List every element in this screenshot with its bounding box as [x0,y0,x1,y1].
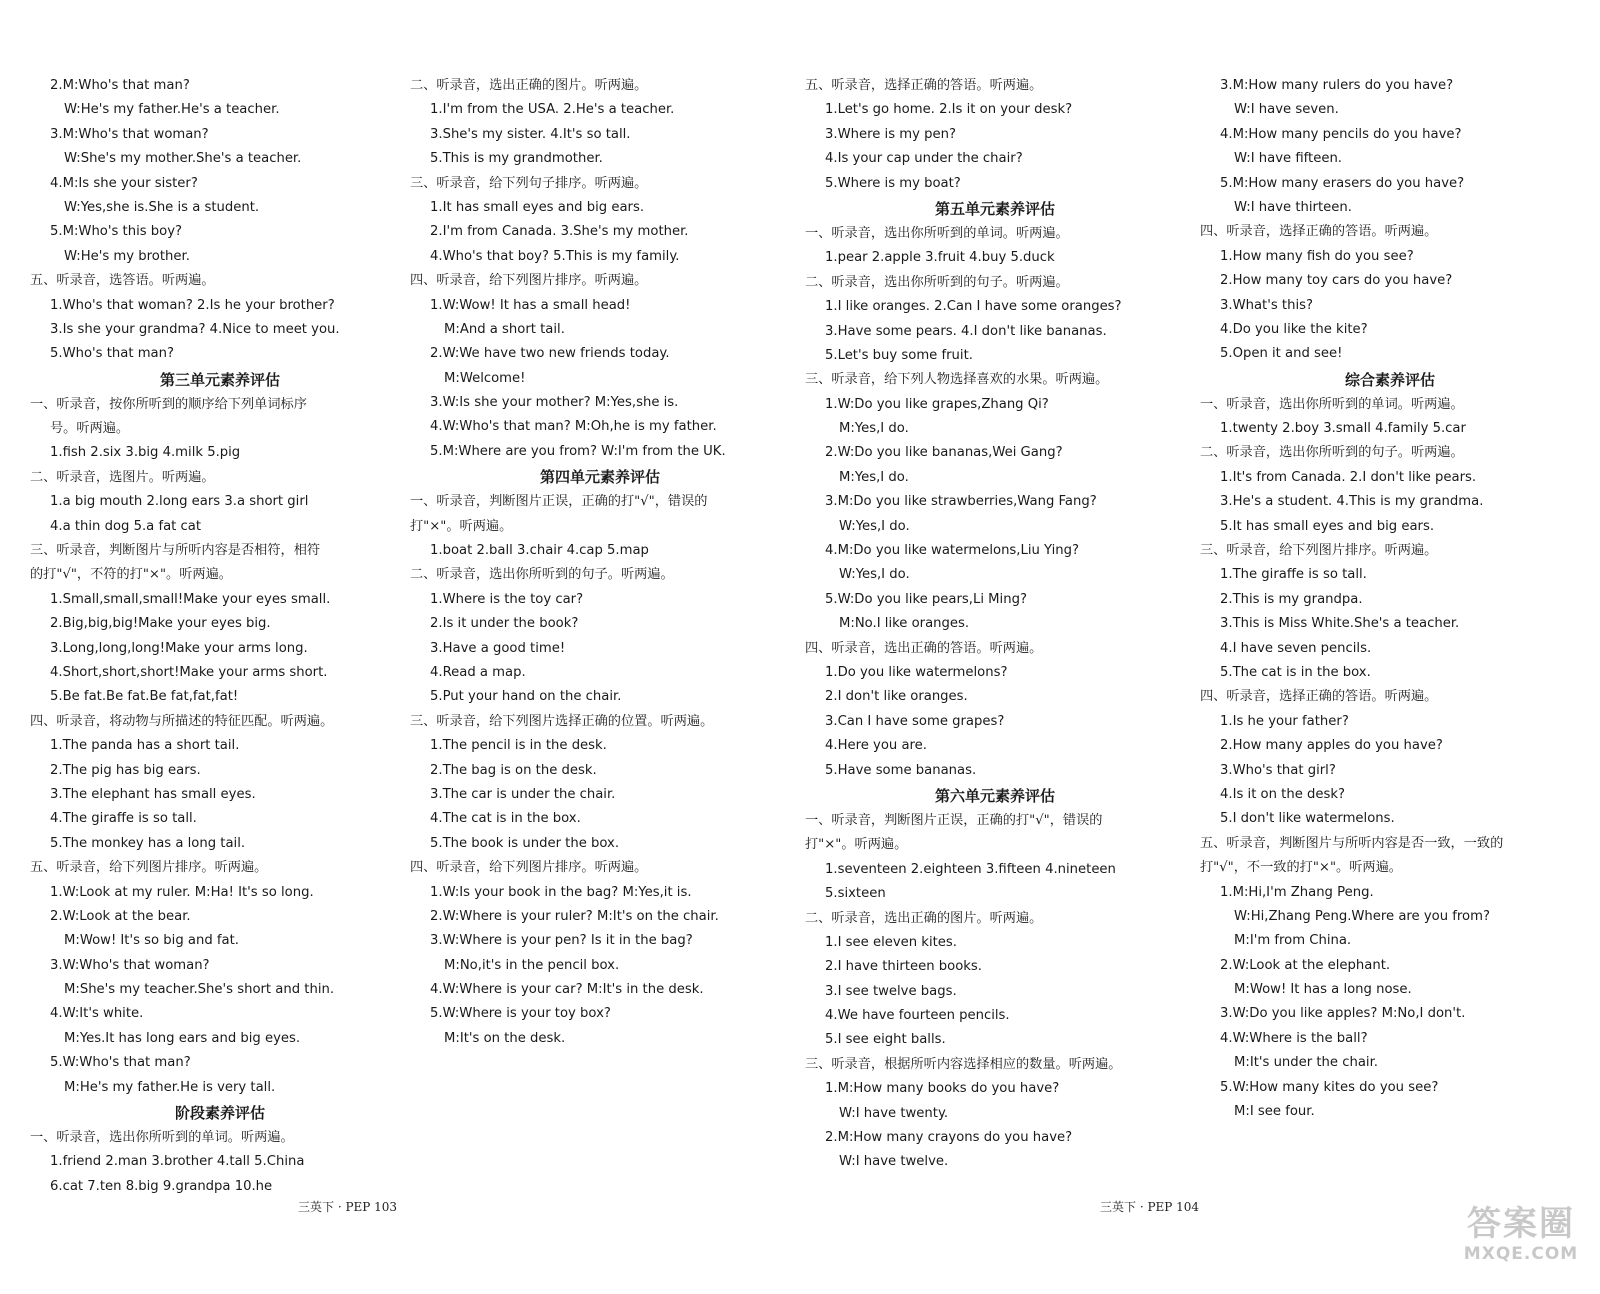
section-heading: 三、听录音，根据所听内容选择相应的数量。听两遍。 [805,1056,1122,1072]
answer-line: 5.The cat is in the box. [1220,664,1371,680]
section-heading: 五、听录音，选答语。听两遍。 [30,273,215,289]
answer-line: M:It's under the chair. [1234,1055,1378,1071]
answer-line: 5.W:Do you like pears,Li Ming? [825,591,1027,607]
answer-line: 1.pear 2.apple 3.fruit 4.buy 5.duck [825,250,1055,266]
answer-line: 5.The book is under the box. [430,835,620,851]
answer-line: 1.M:How many books do you have? [825,1081,1060,1097]
section-heading: 三、听录音，给下列图片选择正确的位置。听两遍。 [410,713,714,729]
answer-line: 3.M:Do you like strawberries,Wang Fang? [825,494,1097,510]
answer-line: M:Yes,I do. [839,469,909,485]
answer-line: 5.It has small eyes and big ears. [1220,518,1435,534]
answer-line: 4.W:Where is your car? M:It's in the desk. [430,982,704,998]
answer-line: 5.W:Who's that man? [50,1055,191,1071]
answer-line: 5.I don't like watermelons. [1220,811,1395,827]
answer-line: M:Wow! It's so big and fat. [64,933,239,949]
answer-line: W:He's my father.He's a teacher. [64,102,280,118]
answer-line: M:No.I like oranges. [839,616,970,632]
right-page-column-2 [1200,74,1580,1124]
answer-line: 4.Is it on the desk? [1220,786,1346,802]
answer-line: 4.Is your cap under the chair? [825,151,1023,167]
answer-line: M:I'm from China. [1234,933,1352,949]
answer-line: 3.M:How many rulers do you have? [1220,78,1454,93]
answer-line: 2.W:Look at the bear. [50,908,191,924]
section-heading: 二、听录音，选出你所听到的句子。听两遍。 [1200,445,1464,461]
right-page-column-1 [805,74,1185,1175]
answer-line: 5.W:Where is your toy box? [430,1006,611,1022]
answer-line: 2.W:Look at the elephant. [1220,957,1391,973]
section-heading: 四、听录音，给下列图片排序。听两遍。 [410,273,648,289]
answer-line: M:And a short tail. [444,321,565,337]
section-heading: 打"×"。听两遍。 [805,837,908,853]
answer-line: 5.The monkey has a long tail. [50,835,246,851]
answer-line: 4.Here you are. [825,738,927,754]
answer-line: 5.Put your hand on the chair. [430,689,622,705]
answer-line: 1.Let's go home. 2.Is it on your desk? [825,102,1073,118]
answer-line: 3.Can I have some grapes? [825,713,1005,729]
answer-line: 1.The panda has a short tail. [50,738,240,754]
answer-line: 5.Have some bananas. [825,762,977,778]
section-heading: 三、听录音，给下列句子排序。听两遍。 [410,175,648,191]
answer-line: 3.M:Who's that woman? [50,126,209,142]
answer-line: 1.friend 2.man 3.brother 4.tall 5.China [50,1154,305,1170]
answer-line: 1.W:Wow! It has a small head! [430,297,631,313]
answer-line: 3.He's a student. 4.This is my grandma. [1220,494,1484,510]
section-heading: 一、听录音，选出你所听到的单词。听两遍。 [30,1130,294,1146]
section-heading: 一、听录音，选出你所听到的单词。听两遍。 [1200,396,1464,412]
answer-line: W:Yes,I do. [839,518,910,534]
answer-line: 5.Let's buy some fruit. [825,347,973,363]
answer-line: 5.M:Who's this boy? [50,224,183,240]
unit-title: 综合素养评估 [1344,370,1435,389]
answer-line: 2.This is my grandpa. [1220,591,1363,607]
answer-line: 5.Where is my boat? [825,175,961,191]
section-heading: 二、听录音，选出你所听到的句子。听两遍。 [410,567,674,583]
answer-line: M:Welcome! [444,370,526,386]
answer-line: 1.It's from Canada. 2.I don't like pears. [1220,469,1477,485]
answer-line: M:No,it's in the pencil box. [444,957,620,973]
answer-line: M:It's on the desk. [444,1030,566,1046]
answer-line: 4.W:It's white. [50,1006,144,1022]
answer-line: 4.M:Is she your sister? [50,175,198,191]
answer-line: W:I have fifteen. [1234,151,1343,167]
section-heading: 四、听录音，选择正确的答语。听两遍。 [1200,689,1438,705]
answer-line: 2.W:Where is your ruler? M:It's on the chair. [430,908,719,924]
answer-line: 5.W:How many kites do you see? [1220,1079,1439,1095]
answer-line: 5.Be fat.Be fat.Be fat,fat,fat! [50,689,239,705]
section-heading: 五、听录音，选择正确的答语。听两遍。 [805,78,1043,93]
answer-line: 1.Where is the toy car? [430,591,584,607]
section-heading: 二、听录音，选图片。听两遍。 [30,469,215,485]
answer-line: 2.The bag is on the desk. [430,762,597,778]
unit-title: 阶段素养评估 [174,1104,265,1123]
answer-line: 3.What's this? [1220,297,1313,313]
answer-line: W:I have thirteen. [1234,199,1352,215]
answer-line: 5.M:Where are you from? W:I'm from the UK. [430,443,726,459]
answer-line: 3.Long,long,long!Make your arms long. [50,640,308,656]
answer-line: 5.This is my grandmother. [430,151,603,167]
answer-line: 3.Have a good time! [430,640,566,656]
answer-line: 1.The giraffe is so tall. [1220,567,1367,583]
answer-line: 3.Have some pears. 4.I don't like bananas. [825,323,1107,339]
answer-line: 1.The pencil is in the desk. [430,738,607,754]
section-heading: 五、听录音，判断图片与所听内容是否一致，一致的 [1200,835,1504,851]
answer-line: 1.I like oranges. 2.Can I have some oranges? [825,299,1122,315]
answer-line: W:I have seven. [1234,102,1339,118]
section-heading: 一、听录音，判断图片正误，正确的打"√"，错误的 [410,494,708,510]
answer-line: 3.W:Do you like apples? M:No,I don't. [1220,1006,1466,1022]
unit-title: 第四单元素养评估 [539,468,660,487]
answer-line: W:Yes,I do. [839,567,910,583]
answer-line: 1.I see eleven kites. [825,934,957,950]
answer-line: 3.She's my sister. 4.It's so tall. [430,126,631,142]
answer-line: 3.W:Who's that woman? [50,957,210,973]
section-heading: 三、听录音，判断图片与所听内容是否相符，相符 [30,543,321,559]
answer-line: W:I have twenty. [839,1105,949,1121]
answer-line: 4.M:Do you like watermelons,Liu Ying? [825,543,1080,559]
answer-line: 5.sixteen [825,886,886,902]
answer-line: 4.Who's that boy? 5.This is my family. [430,248,680,264]
answer-line: 1.a big mouth 2.long ears 3.a short girl [50,494,309,510]
section-heading: 二、听录音，选出正确的图片。听两遍。 [805,910,1043,926]
answer-line: 4.W:Who's that man? M:Oh,he is my father. [430,419,717,435]
answer-line: W:Yes,she is.She is a student. [64,199,260,215]
answer-line: 1.W:Is your book in the bag? M:Yes,it is. [430,884,692,900]
answer-line: 3.Who's that girl? [1220,762,1336,778]
answer-line: 2.W:Do you like bananas,Wei Gang? [825,445,1063,461]
answer-line: 2.How many toy cars do you have? [1220,273,1453,289]
section-heading: 二、听录音，选出你所听到的句子。听两遍。 [805,274,1069,290]
answer-line: 4.Do you like the kite? [1220,321,1368,337]
answer-line: 2.I have thirteen books. [825,959,982,975]
answer-line: M:Yes.It has long ears and big eyes. [64,1030,301,1046]
answer-line: 1.Who's that woman? 2.Is he your brother? [50,297,335,313]
answer-line: 2.M:Who's that man? [50,78,190,93]
page-footer: 三英下 · PEP 103 [298,1200,398,1214]
section-heading: 一、听录音，判断图片正误，正确的打"√"，错误的 [805,812,1103,828]
answer-line: 2.Big,big,big!Make your eyes big. [50,616,271,632]
answer-line: 4.We have fourteen pencils. [825,1008,1010,1024]
answer-line: 2.I don't like oranges. [825,689,968,705]
answer-line: 6.cat 7.ten 8.big 9.grandpa 10.he [50,1178,273,1194]
answer-line: M:Yes,I do. [839,421,909,437]
answer-line: 4.I have seven pencils. [1220,640,1372,656]
answer-line: 1.W:Do you like grapes,Zhang Qi? [825,396,1049,412]
unit-title: 第六单元素养评估 [934,786,1055,805]
page-footer: 三英下 · PEP 104 [1100,1200,1200,1214]
answer-line: W:She's my mother.She's a teacher. [64,151,302,167]
answer-line: 1.seventeen 2.eighteen 3.fifteen 4.nineteen [825,861,1116,877]
answer-line: 2.M:How many crayons do you have? [825,1130,1073,1146]
answer-line: M:Wow! It has a long nose. [1234,982,1412,998]
answer-line: 5.I see eight balls. [825,1032,946,1048]
answer-line: 3.I see twelve bags. [825,983,957,999]
answer-line: 3.The elephant has small eyes. [50,786,256,802]
unit-title: 第五单元素养评估 [934,199,1055,218]
section-heading: 的打"√"，不符的打"×"。听两遍。 [30,567,232,583]
answer-line: 1.W:Look at my ruler. M:Ha! It's so long. [50,884,314,900]
answer-line: W:He's my brother. [64,248,190,264]
answer-line: M:He's my father.He is very tall. [64,1079,276,1095]
left-page-column-2 [410,74,790,1051]
section-heading: 四、听录音，选出正确的答语。听两遍。 [805,640,1043,656]
section-heading: 二、听录音，选出正确的图片。听两遍。 [410,78,648,93]
section-heading: 四、听录音，给下列图片排序。听两遍。 [410,860,648,876]
answer-line: 1.boat 2.ball 3.chair 4.cap 5.map [430,543,649,559]
answer-line: 1.Small,small,small!Make your eyes small. [50,591,331,607]
section-heading: 打"×"。听两遍。 [410,518,513,534]
section-heading: 打"√"，不一致的打"×"。听两遍。 [1200,860,1402,876]
answer-line: 4.The giraffe is so tall. [50,811,197,827]
answer-line: 1.It has small eyes and big ears. [430,199,645,215]
answer-line: 3.W:Is she your mother? M:Yes,she is. [430,395,679,411]
answer-line: 1.I'm from the USA. 2.He's a teacher. [430,102,675,118]
section-heading: 三、听录音，给下列人物选择喜欢的水果。听两遍。 [805,372,1109,388]
answer-line: 2.How many apples do you have? [1220,738,1443,754]
answer-line: 5.Who's that man? [50,346,174,362]
answer-line: 3.Is she your grandma? 4.Nice to meet you. [50,321,340,337]
unit-title: 第三单元素养评估 [159,370,280,389]
answer-line: 4.M:How many pencils do you have? [1220,126,1462,142]
answer-line: 4.Short,short,short!Make your arms short. [50,664,328,680]
answer-line: 3.W:Where is your pen? Is it in the bag? [430,933,693,949]
answer-line: 2.I'm from Canada. 3.She's my mother. [430,224,689,240]
answer-line: 4.W:Where is the ball? [1220,1030,1368,1046]
section-heading: 三、听录音，给下列图片排序。听两遍。 [1200,543,1438,559]
answer-line: 2.Is it under the book? [430,616,579,632]
section-heading: 五、听录音，给下列图片排序。听两遍。 [30,860,268,876]
answer-line: 4.Read a map. [430,664,526,680]
section-heading: 一、听录音，按你所听到的顺序给下列单词标序 [30,396,307,412]
answer-line: 2.The pig has big ears. [50,762,201,778]
answer-line: M:I see four. [1234,1104,1315,1120]
answer-line: 5.Open it and see! [1220,346,1343,362]
answer-line: 1.Is he your father? [1220,713,1349,729]
answer-line: 2.W:We have two new friends today. [430,346,670,362]
section-heading: 四、听录音，选择正确的答语。听两遍。 [1200,224,1438,240]
answer-line: 1.fish 2.six 3.big 4.milk 5.pig [50,445,241,461]
watermark-url: MXQE.COM [1463,1244,1579,1264]
answer-line: W:I have twelve. [839,1154,949,1170]
left-page-column-1 [30,74,410,1199]
answer-line: 4.a thin dog 5.a fat cat [50,518,202,534]
right-page [800,0,1600,1294]
answer-line: W:Hi,Zhang Peng.Where are you from? [1234,908,1490,924]
answer-line: 4.The cat is in the box. [430,811,581,827]
answer-line: M:She's my teacher.She's short and thin. [64,982,335,998]
answer-line: 3.The car is under the chair. [430,786,616,802]
answer-line: 号。听两遍。 [50,421,130,437]
answer-line: 3.This is Miss White.She's a teacher. [1220,616,1460,632]
answer-line: 1.How many fish do you see? [1220,248,1414,264]
answer-line: 1.M:Hi,I'm Zhang Peng. [1220,884,1374,900]
section-heading: 四、听录音，将动物与所描述的特征匹配。听两遍。 [30,713,334,729]
answer-line: 1.Do you like watermelons? [825,664,1008,680]
watermark-logo [1456,1204,1586,1274]
watermark-text: 答案圈 [1467,1204,1575,1244]
answer-line: 1.twenty 2.boy 3.small 4.family 5.car [1220,421,1466,437]
section-heading: 一、听录音，选出你所听到的单词。听两遍。 [805,225,1069,241]
answer-line: 3.Where is my pen? [825,126,956,142]
answer-line: 5.M:How many erasers do you have? [1220,175,1465,191]
